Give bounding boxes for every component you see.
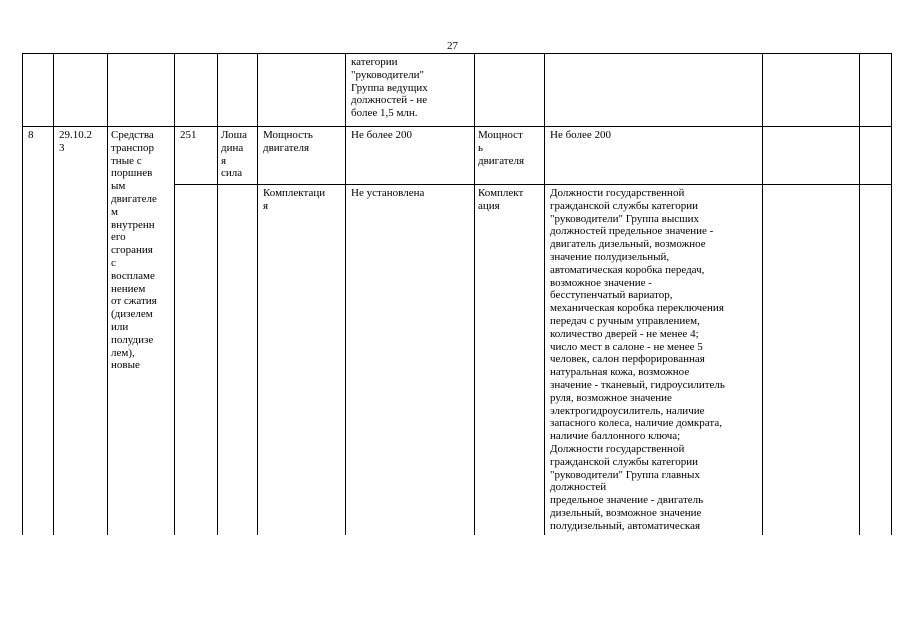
- power-characteristic: Мощность двигателя: [258, 127, 346, 185]
- cell-empty: [763, 54, 860, 127]
- cell-empty: [23, 54, 54, 127]
- power-value: Не более 200: [346, 127, 475, 185]
- cell-empty: [763, 185, 860, 535]
- power-characteristic-2: Мощност ь двигателя: [475, 127, 545, 185]
- row-number: 8: [23, 127, 54, 535]
- cell-empty: [475, 54, 545, 127]
- okei-code: 251: [175, 127, 218, 185]
- cell-empty: [175, 54, 218, 127]
- cell-empty: [258, 54, 346, 127]
- unit-name: Лоша дина я сила: [218, 127, 258, 185]
- cell-empty: [108, 54, 175, 127]
- cell-empty: [175, 185, 218, 535]
- equipment-characteristic: Комплектаци я: [258, 185, 346, 535]
- product-name: Средства транспор тные с поршнев ым двигателе м внутренн его сгорания с воспламе нением от сжатия (дизелем или полудизе лем), новые: [108, 127, 175, 535]
- row-power: [23, 127, 892, 185]
- cell-empty: [54, 54, 108, 127]
- okpd-code: 29.10.2 3: [54, 127, 108, 535]
- cell-empty: [860, 54, 892, 127]
- equipment-characteristic-2: Комплект ация: [475, 185, 545, 535]
- power-value-2: Не более 200: [545, 127, 763, 185]
- cell-empty: [218, 54, 258, 127]
- cell-empty: [860, 127, 892, 185]
- cell-empty: [860, 185, 892, 535]
- cell-empty: [218, 185, 258, 535]
- cell-empty: [545, 54, 763, 127]
- equipment-value: Не установлена: [346, 185, 475, 535]
- cont-category-text: категории "руководители" Группа ведущих должностей - не более 1,5 млн.: [346, 54, 475, 127]
- continuation-row: [23, 54, 892, 127]
- cell-empty: [763, 127, 860, 185]
- equipment-value-2: Должности государственной гражданской службы категории "руководители" Группа высших должностей предельное значение - двигатель дизельный, возможное значение полудизельный, автоматическая коробка передач, возможное значение - бесступенчатый вариатор, механическая коробка переключения передач с ручным управлением, количество дверей - не менее 4; число мест в салоне - не менее 5 человек, салон перфорированная натуральная кожа, возможное значение - тканевый, гидроусилитель руля, возможное значение электрогидроусилитель, наличие запасного колеса, наличие домкрата, наличие баллонного ключа; Должности государственной гражданской службы категории "руководители" Группа главных должностей предельное значение - двигатель дизельный, возможное значение полудизельный, автоматическая: [545, 185, 763, 535]
- requirements-table: [22, 53, 892, 535]
- page-number: 27: [447, 40, 458, 52]
